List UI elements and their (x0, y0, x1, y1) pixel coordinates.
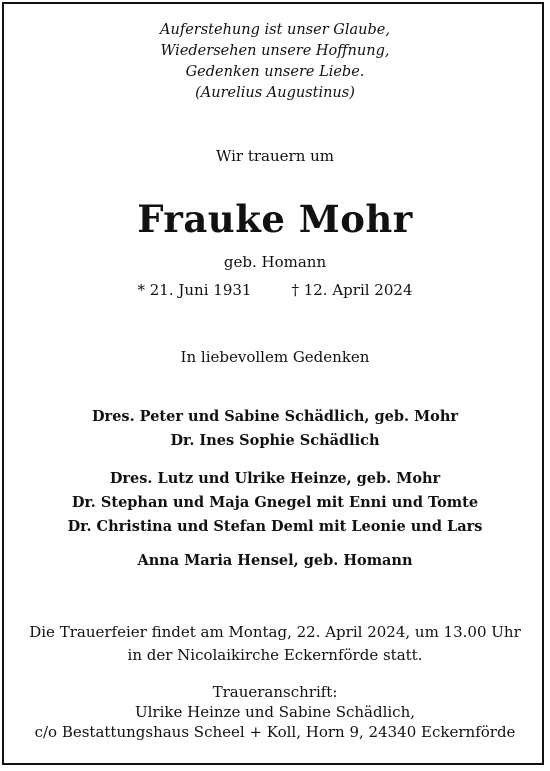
mourner-line: Anna Maria Hensel, geb. Homann (137, 552, 413, 569)
maiden-name: geb. Homann (223, 253, 327, 271)
mourner-line: Dr. Stephan und Maja Gnegel mit Enni und Tomte (71, 494, 479, 511)
service-line: in der Nicolaikirche Eckernförde statt. (127, 646, 423, 664)
quote-block (0, 20, 550, 104)
death-date: † 12. April 2024 (291, 281, 413, 299)
address-line: c/o Bestattungshaus Scheel + Koll, Horn 9, 24340 Eckernförde (34, 723, 516, 741)
mourner-line: Dres. Lutz und Ulrike Heinze, geb. Mohr (109, 470, 441, 487)
mourners-group-3 (0, 549, 550, 573)
mourner-line: Dr. Ines Sophie Schädlich (170, 432, 380, 449)
address-line: Ulrike Heinze und Sabine Schädlich, (134, 703, 416, 721)
memorial-line: In liebevollem Gedenken (180, 348, 370, 366)
mourners-group-2 (0, 467, 550, 539)
mourner-line: Dres. Peter und Sabine Schädlich, geb. Mohr (91, 408, 458, 425)
deceased-name: Frauke Mohr (137, 197, 413, 241)
service-line: Die Trauerfeier findet am Montag, 22. April 2024, um 13.00 Uhr (29, 623, 521, 641)
mourners-group-1 (0, 405, 550, 453)
quote-line: Auferstehung ist unser Glaube, (160, 22, 390, 38)
address-heading: Traueranschrift: (212, 683, 338, 701)
life-dates (0, 279, 550, 301)
birth-date: * 21. Juni 1931 (137, 281, 252, 299)
mourner-line: Dr. Christina und Stefan Deml mit Leonie und Lars (67, 518, 483, 535)
service-info (0, 621, 550, 667)
quote-author: (Aurelius Augustinus) (195, 85, 355, 101)
quote-line: Gedenken unsere Liebe. (185, 64, 365, 80)
mourning-address (0, 682, 550, 742)
intro-text: Wir trauern um (215, 147, 335, 165)
quote-line: Wiedersehen unsere Hoffnung, (160, 43, 390, 59)
